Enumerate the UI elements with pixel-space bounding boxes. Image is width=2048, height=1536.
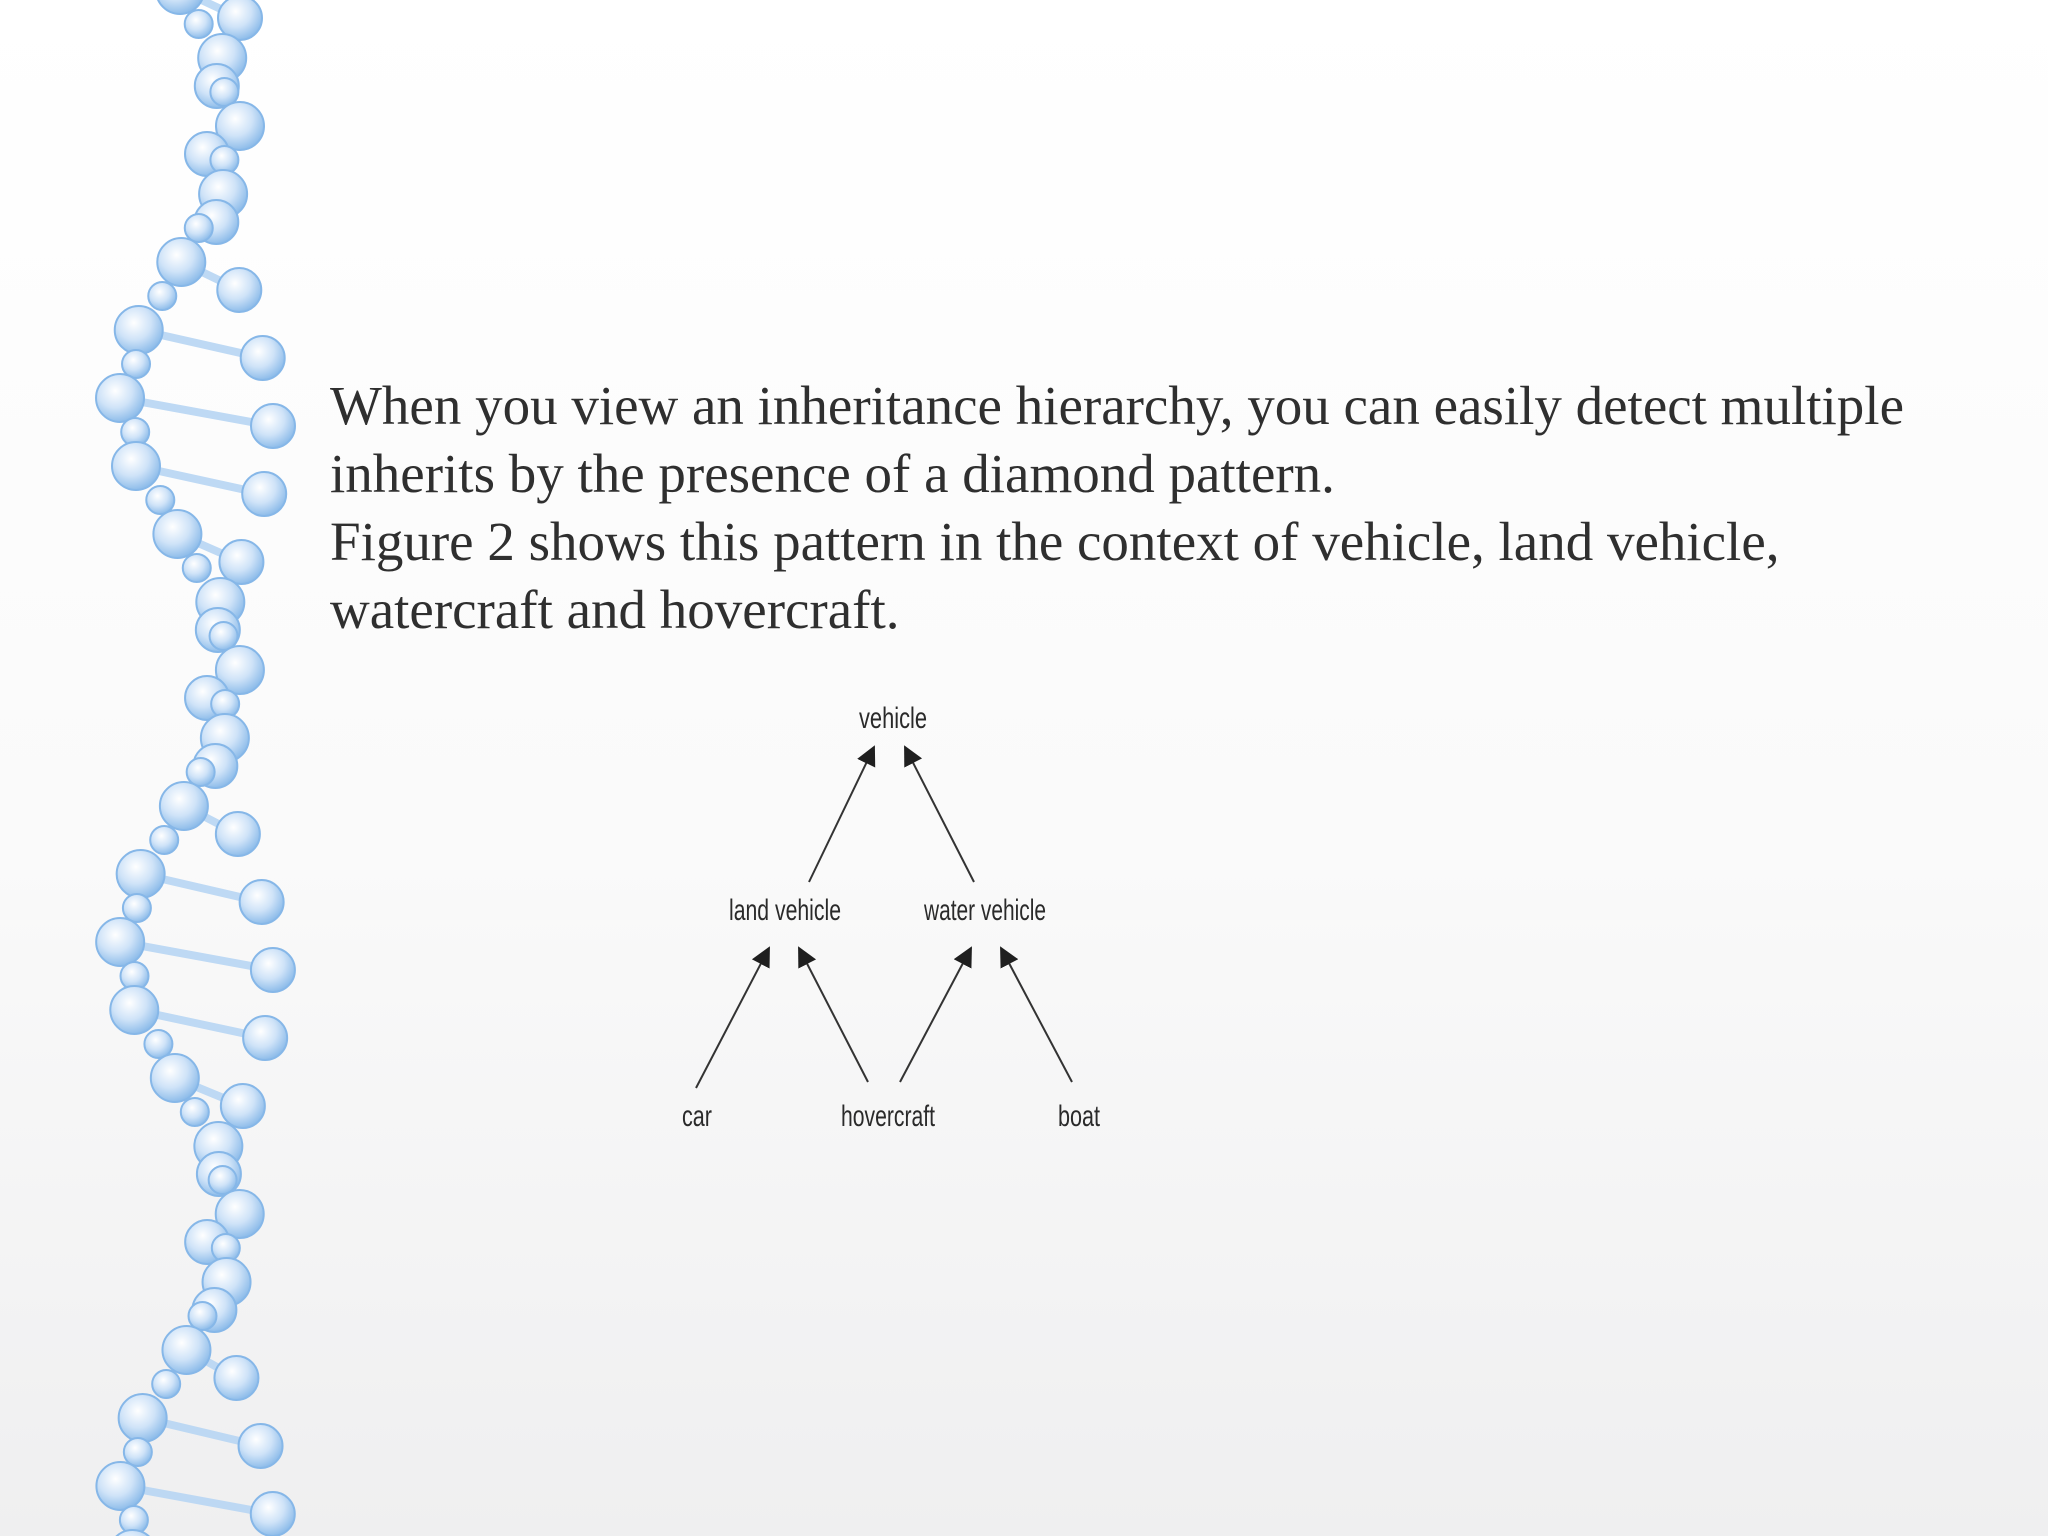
- arrow-water-vehicle-to-vehicle: [905, 747, 974, 882]
- arrow-hovercraft-to-water-vehicle: [900, 948, 971, 1082]
- node-water-vehicle: water vehicle: [923, 894, 1046, 927]
- arrow-boat-to-water-vehicle: [1001, 948, 1072, 1082]
- paragraph-figure-2: Figure 2 shows this pattern in the context of vehicle, land vehicle, watercraft and hovercraft.: [330, 511, 1780, 640]
- paragraph-diamond-pattern: When you view an inheritance hierarchy, you can easily detect multiple inherits by the presence of a diamond pattern.: [330, 375, 1904, 504]
- arrow-hovercraft-to-land-vehicle: [799, 948, 868, 1082]
- node-boat: boat: [1058, 1100, 1101, 1133]
- node-car: car: [682, 1100, 712, 1133]
- node-vehicle: vehicle: [859, 702, 927, 735]
- arrow-land-vehicle-to-vehicle: [809, 747, 874, 882]
- arrow-car-to-land-vehicle: [696, 948, 769, 1088]
- node-hovercraft: hovercraft: [841, 1100, 936, 1133]
- node-land-vehicle: land vehicle: [729, 894, 841, 927]
